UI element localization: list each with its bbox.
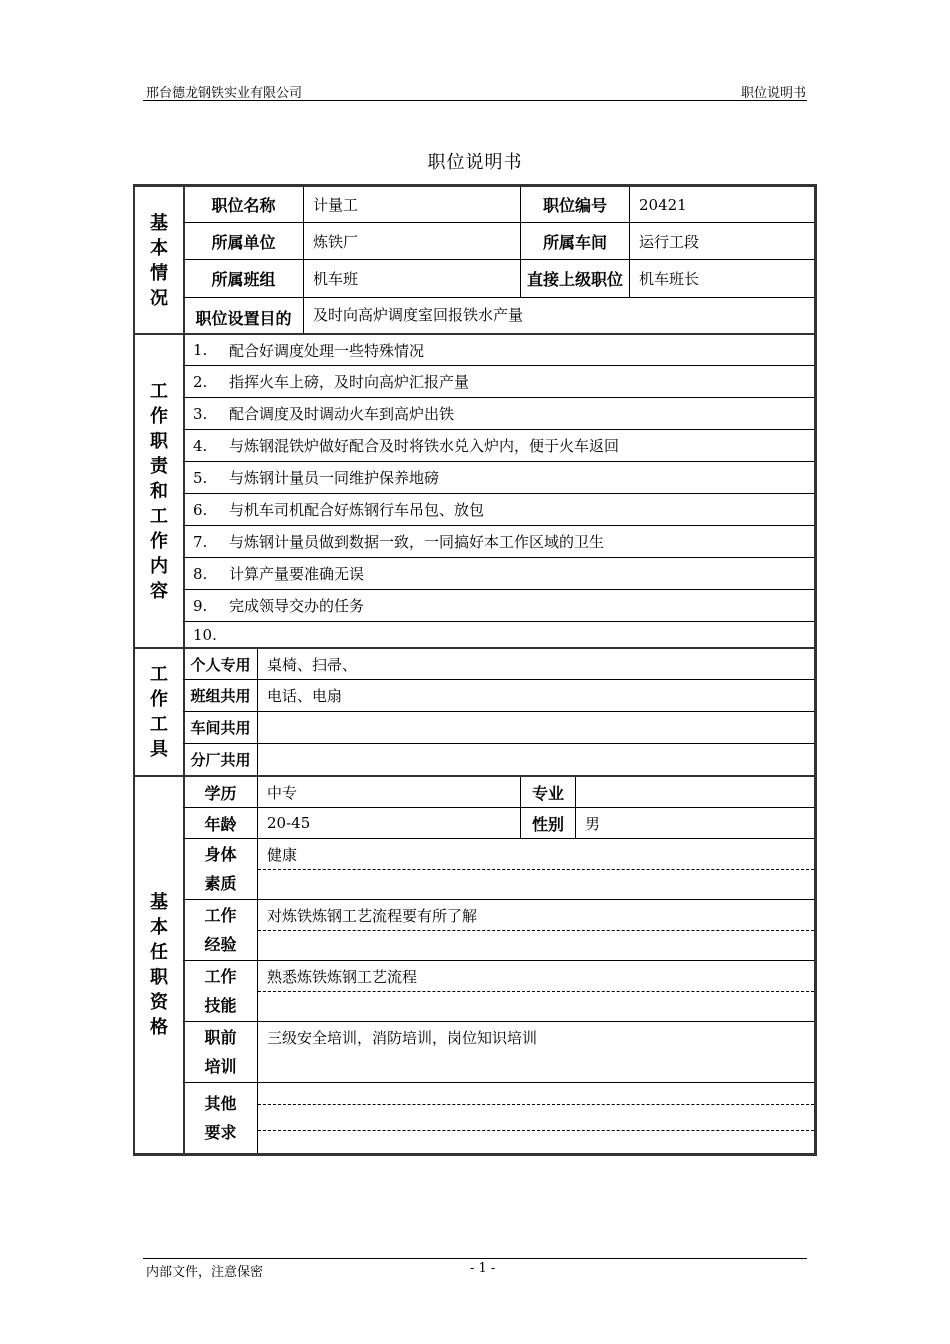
label-skills: 工作 技能 (204, 967, 237, 1015)
label-purpose: 职位设置目的 (195, 309, 292, 328)
duty-item: 4. 与炼钢混铁炉做好配合及时将铁水兑入炉内，便于火车返回 (193, 436, 620, 455)
label-age: 年龄 (204, 814, 237, 834)
label-tools-team: 班组共用 (190, 687, 251, 705)
value-position-name: 计量工 (313, 196, 359, 214)
section-duties-label: 工 作 职 责 和 工 作 内 容 (150, 380, 168, 602)
document-type: 职位说明书 (740, 86, 806, 101)
company-name: 邢台德龙钢铁实业有限公司 (146, 86, 303, 101)
duty-item: 3. 配合调度及时调动火车到高炉出铁 (193, 404, 455, 423)
section-qualifications-label: 基 本 任 职 资 格 (150, 892, 168, 1038)
value-purpose: 及时向高炉调度室回报铁水产量 (313, 306, 524, 324)
label-tools-branch: 分厂共用 (190, 751, 251, 769)
section-basic-info-label: 基 本 情 况 (150, 212, 168, 309)
label-gender: 性别 (531, 814, 564, 834)
label-unit: 所属单位 (211, 232, 276, 252)
label-team: 所属班组 (211, 270, 276, 289)
label-position-code: 职位编号 (542, 196, 607, 215)
value-supervisor: 机车班长 (639, 270, 700, 288)
label-major: 专业 (531, 783, 564, 803)
duty-item: 5. 与炼钢计量员一同维护保养地磅 (193, 468, 440, 487)
label-other: 其他 要求 (204, 1094, 237, 1142)
label-supervisor: 直接上级职位 (526, 270, 623, 289)
label-tools-workshop: 车间共用 (190, 719, 251, 737)
duty-item: 2. 指挥火车上磅，及时向高炉汇报产量 (193, 372, 470, 391)
duty-item: 7. 与炼钢计量员做到数据一致，一同搞好本工作区域的卫生 (193, 532, 605, 551)
job-description-table (133, 184, 817, 1156)
footer-divider (143, 1258, 807, 1259)
duty-item: 1. 配合好调度处理一些特殊情况 (193, 341, 425, 360)
duty-item: 9. 完成领导交办的任务 (193, 596, 365, 615)
value-tools-team: 电话、电扇 (267, 687, 343, 705)
label-tools-personal: 个人专用 (190, 655, 251, 674)
label-education: 学历 (204, 783, 237, 803)
page-number: - 1 - (470, 1261, 496, 1276)
duty-item: 10. (193, 625, 217, 644)
value-gender: 男 (585, 814, 601, 833)
section-tools-label: 工 作 工 具 (150, 664, 168, 760)
confidential-note: 内部文件，注意保密 (146, 1265, 264, 1280)
value-physical: 健康 (267, 845, 298, 864)
header-divider (143, 100, 807, 101)
label-physical: 身体 素质 (204, 845, 237, 893)
value-experience: 对炼铁炼钢工艺流程要有所了解 (267, 906, 478, 925)
value-age: 20-45 (267, 814, 311, 832)
value-education: 中专 (267, 783, 298, 802)
value-team: 机车班 (313, 270, 359, 288)
value-position-code: 20421 (639, 195, 687, 214)
value-skills: 熟悉炼铁炼钢工艺流程 (267, 967, 418, 986)
page-title: 职位说明书 (427, 152, 523, 173)
value-workshop: 运行工段 (639, 232, 700, 251)
label-workshop: 所属车间 (542, 232, 607, 252)
value-tools-personal: 桌椅、扫帚、 (267, 655, 358, 674)
value-training: 三级安全培训，消防培训，岗位知识培训 (267, 1028, 538, 1047)
value-unit: 炼铁厂 (313, 232, 359, 251)
duty-item: 8. 计算产量要准确无误 (193, 564, 365, 583)
label-training: 职前 培训 (204, 1028, 237, 1076)
label-experience: 工作 经验 (204, 906, 237, 954)
duty-item: 6. 与机车司机配合好炼钢行车吊包、放包 (193, 500, 485, 519)
label-position-name: 职位名称 (211, 196, 276, 215)
